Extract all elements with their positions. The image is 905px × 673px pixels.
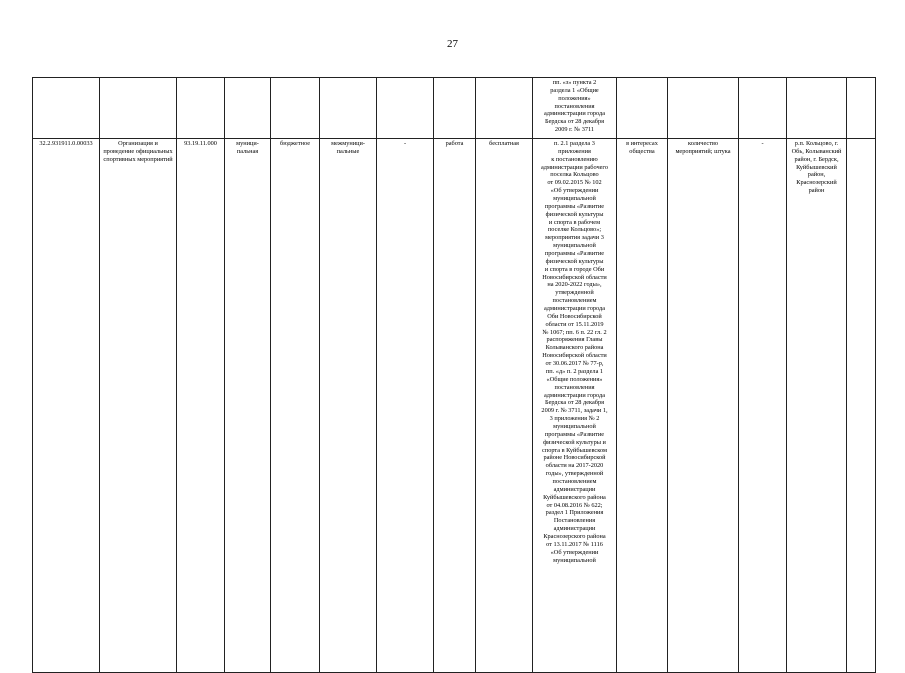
basis-line: Новосибирской области xyxy=(542,352,607,360)
basis-line: от 09.02.2015 № 102 xyxy=(547,179,602,187)
basis-line: Куйбышевского района xyxy=(543,493,606,501)
basis-line: положения» xyxy=(558,94,591,102)
basis-line: «Об утверждении xyxy=(550,548,599,556)
basis-line: п. 2.1 раздела 3 xyxy=(554,140,595,147)
basis-line: поселке Кольцово»; xyxy=(547,226,602,234)
cell-extra xyxy=(847,78,876,139)
registry-table xyxy=(32,77,876,673)
basis-line: администрации рабочего xyxy=(540,163,608,171)
cell-basis xyxy=(533,139,617,673)
cell-okved xyxy=(177,78,225,139)
cell-scope xyxy=(320,78,377,139)
basis-line: муниципальной xyxy=(553,556,596,564)
cell-empty xyxy=(739,78,787,139)
cell-okved: 93.19.11.000 xyxy=(177,139,225,673)
basis-line: постановления xyxy=(554,102,595,110)
cell-restriction xyxy=(377,78,434,139)
cell-empty: - xyxy=(739,139,787,673)
basis-line: районе Новосибирской xyxy=(543,454,606,462)
cell-kind xyxy=(434,78,476,139)
basis-line: программы «Развитие xyxy=(544,202,605,210)
cell-code: 32.2.931911.0.00033 xyxy=(33,139,100,673)
basis-line: на 2020-2022 годы», xyxy=(547,281,602,289)
basis-line: муниципальной xyxy=(553,422,596,430)
basis-line: области на 2017-2020 xyxy=(545,462,604,470)
basis-line: утвержденной xyxy=(555,289,594,297)
cell-location xyxy=(787,78,847,139)
cell-name xyxy=(100,78,177,139)
basis-line: программы «Развитие xyxy=(544,250,605,258)
basis-line: раздела 1 «Общие xyxy=(550,86,599,94)
cell-extra xyxy=(847,139,876,673)
basis-line: и спорта в рабочем xyxy=(548,218,601,226)
basis-line: мероприятия задачи 3 xyxy=(545,234,604,242)
basis-line: № 1067; пп. 6 п. 22 гл. 2 xyxy=(542,328,607,336)
table-row xyxy=(33,139,876,673)
basis-line: Новосибирской области xyxy=(542,273,607,281)
cell-indicator: количество мероприятий; штука xyxy=(668,139,739,673)
basis-line: администрации города xyxy=(543,391,606,399)
basis-line: раздел 1 Приложения xyxy=(545,509,604,517)
basis-line: 3 приложения № 2 xyxy=(549,415,600,423)
cell-level: муници-пальная xyxy=(225,139,271,673)
table-row xyxy=(33,78,876,139)
cell-basis xyxy=(533,78,617,139)
cell-fee xyxy=(476,78,533,139)
cell-location: р.п. Кольцово, г. Обь, Колыванский район, г. Бердск, Куйбышевский район, Краснозерский район xyxy=(787,139,847,673)
cell-restriction: - xyxy=(377,139,434,673)
basis-line: муниципальной xyxy=(553,195,596,203)
cell-scope: межмуници-пальные xyxy=(320,139,377,673)
basis-line: Бердска от 28 декабря xyxy=(544,118,605,126)
basis-line: Колыванского района xyxy=(545,344,604,352)
basis-line: постановлением xyxy=(552,477,597,485)
basis-line: администрации xyxy=(553,485,596,493)
cell-indicator xyxy=(668,78,739,139)
basis-line: приложения xyxy=(558,147,591,155)
basis-line: физической культуры xyxy=(545,257,604,265)
basis-line: годы», утвержденной xyxy=(545,470,604,478)
basis-line: администрации города xyxy=(543,305,606,313)
basis-line: от 13.11.2017 № 1116 xyxy=(546,540,603,548)
basis-line: и спорта в городе Оби xyxy=(544,265,605,273)
basis-line: распоряжения Главы xyxy=(546,336,603,344)
cell-interests: в интересах общества xyxy=(617,139,668,673)
basis-line: от 04.08.2016 № 622; xyxy=(546,501,603,509)
basis-line: Оби Новосибирской xyxy=(547,312,602,320)
basis-line: к постановлению xyxy=(551,155,598,163)
basis-line: «Общие положения» xyxy=(546,375,603,383)
cell-type xyxy=(271,78,320,139)
basis-line: 2009 г. № 3711, задачи 1, xyxy=(541,407,608,415)
basis-line: «Об утверждении xyxy=(550,187,599,195)
basis-line: администрации города xyxy=(543,110,606,118)
basis-line: Бердска от 28 декабря xyxy=(544,399,605,407)
cell-code xyxy=(33,78,100,139)
cell-level xyxy=(225,78,271,139)
basis-line: муниципальной xyxy=(553,242,596,250)
basis-line: постановления xyxy=(554,383,595,391)
basis-line: физической культуры и xyxy=(543,438,606,446)
cell-name: Организация и проведение официальных спортивных мероприятий xyxy=(100,139,177,673)
cell-type: бюджетное xyxy=(271,139,320,673)
basis-line: администрации xyxy=(553,525,596,533)
page-number: 27 xyxy=(447,38,458,50)
basis-line: пп. «д» п. 2 раздела 1 xyxy=(545,367,604,375)
basis-line: пп. «з» пункта 2 xyxy=(552,79,597,86)
basis-line: спорта в Куйбышевском xyxy=(542,446,607,454)
cell-interests xyxy=(617,78,668,139)
basis-line: поселка Кольцово xyxy=(550,171,599,179)
basis-line: физической культуры xyxy=(545,210,604,218)
cell-fee: бесплатная xyxy=(476,139,533,673)
basis-line: программы «Развитие xyxy=(544,430,605,438)
basis-line: области от 15.11.2019 xyxy=(545,320,604,328)
basis-line: Постановления xyxy=(553,517,596,525)
basis-line: постановлением xyxy=(552,297,597,305)
cell-kind: работа xyxy=(434,139,476,673)
basis-line: от 30.06.2017 № 77-р, xyxy=(545,360,604,368)
basis-line: Краснозерского района xyxy=(543,532,606,540)
basis-line: 2009 г. № 3711 xyxy=(554,126,595,134)
